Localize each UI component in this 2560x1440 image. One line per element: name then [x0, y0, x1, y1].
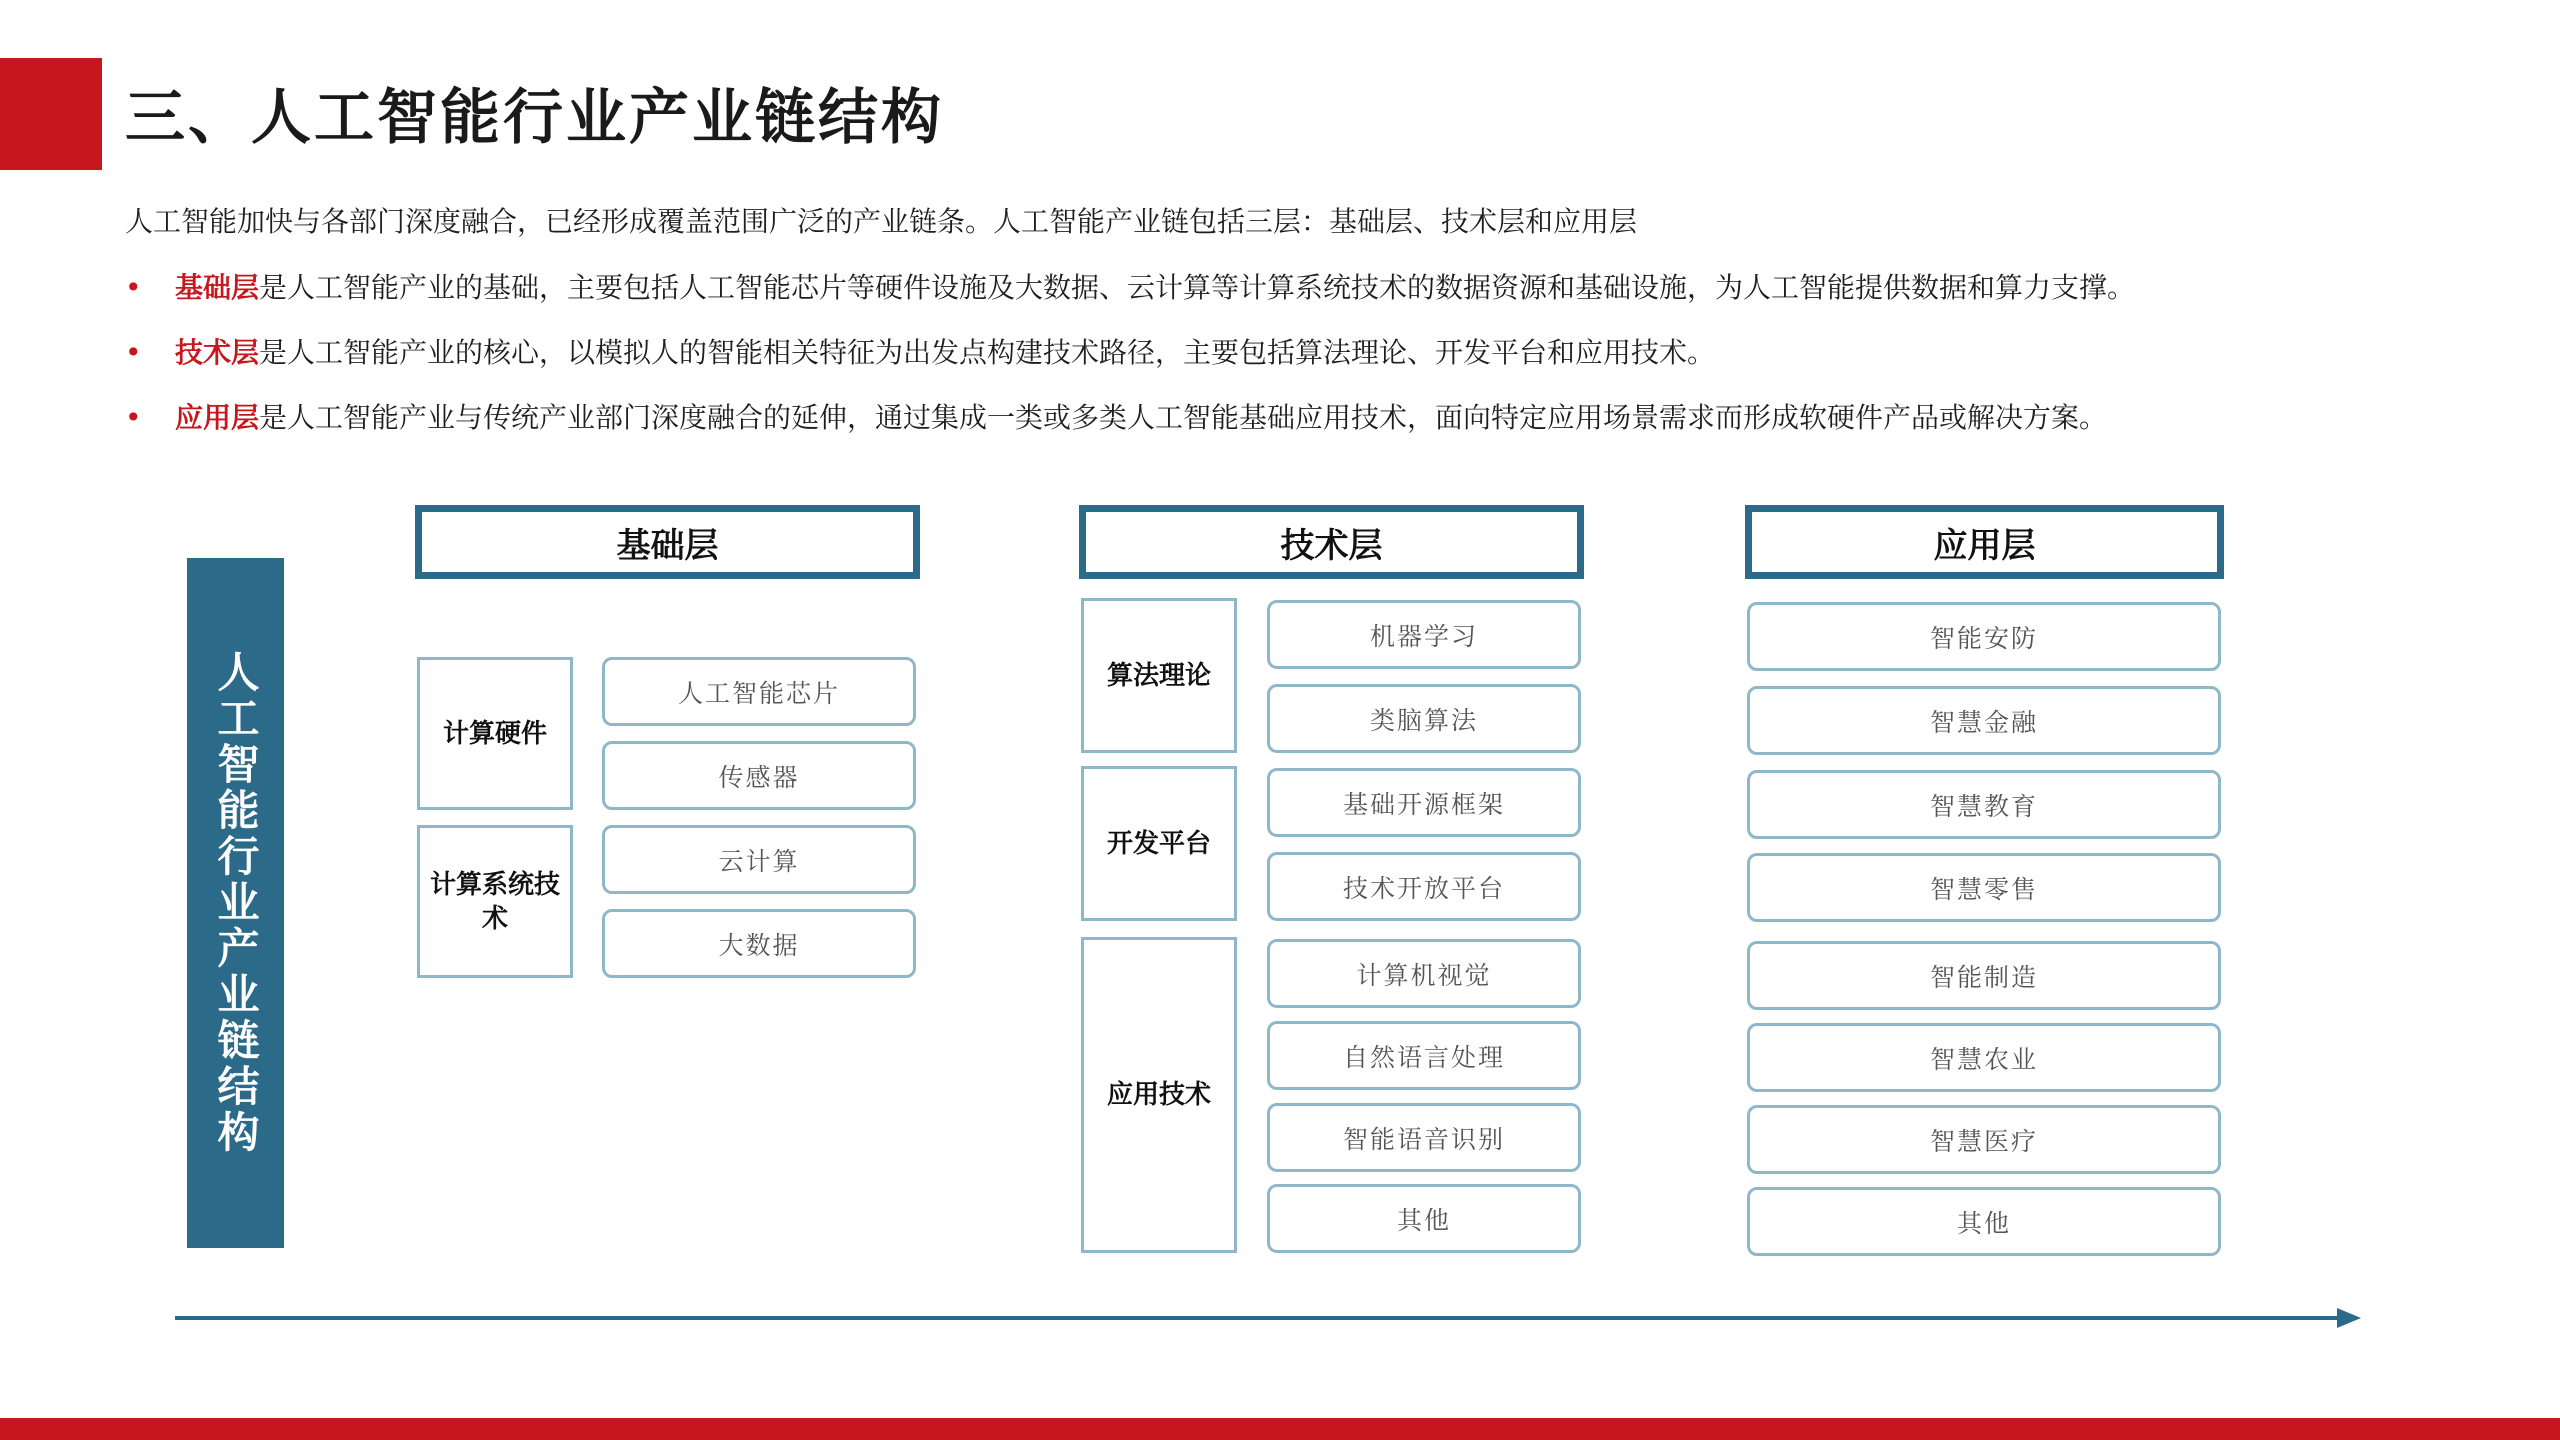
intro-text: 人工智能加快与各部门深度融合，已经形成覆盖范围广泛的产业链条。人工智能产业链包括三层：基础层、技术层和应用层 — [125, 205, 1638, 238]
item-ai-chip: 人工智能芯片 — [602, 657, 916, 726]
item-open-source-framework: 基础开源框架 — [1267, 768, 1581, 837]
item-smart-security: 智能安防 — [1747, 602, 2221, 671]
bullet-application — [125, 398, 2107, 438]
title-accent-block — [0, 58, 102, 170]
layer-header-technology: 技术层 — [1079, 505, 1584, 579]
bullet-text: 是人工智能产业的核心，以模拟人的智能相关特征为出发点构建技术路径，主要包括算法理论、开发平台和应用技术。 — [259, 336, 1716, 369]
item-cloud-computing: 云计算 — [602, 825, 916, 894]
bullet-term: 应用层 — [175, 401, 260, 434]
category-algorithm-theory: 算法理论 — [1081, 598, 1237, 753]
item-smart-education: 智慧教育 — [1747, 770, 2221, 839]
item-smart-finance: 智慧金融 — [1747, 686, 2221, 755]
bullet-marker: • — [125, 336, 142, 369]
item-smart-retail: 智慧零售 — [1747, 853, 2221, 922]
item-brain-inspired-algorithm: 类脑算法 — [1267, 684, 1581, 753]
bullet-technology — [125, 333, 1715, 373]
layer-header-application: 应用层 — [1745, 505, 2224, 579]
item-machine-learning: 机器学习 — [1267, 600, 1581, 669]
page-title: 三、人工智能行业产业链结构 — [125, 83, 944, 153]
bullet-marker: • — [125, 401, 142, 434]
category-dev-platform: 开发平台 — [1081, 766, 1237, 921]
layer-header-foundation: 基础层 — [415, 505, 920, 579]
item-application-other: 其他 — [1747, 1187, 2221, 1256]
item-sensor: 传感器 — [602, 741, 916, 810]
side-label-text: 人工智能行业产业链结构 — [211, 650, 261, 1156]
item-smart-manufacturing: 智能制造 — [1747, 941, 2221, 1010]
bullet-term: 技术层 — [175, 336, 260, 369]
category-compute-hardware: 计算硬件 — [417, 657, 573, 810]
bullet-term: 基础层 — [175, 271, 260, 304]
item-tech-other: 其他 — [1267, 1184, 1581, 1253]
bullet-text: 是人工智能产业的基础，主要包括人工智能芯片等硬件设施及大数据、云计算等计算系统技术的数据资源和基础设施，为人工智能提供数据和算力支撑。 — [259, 271, 2136, 304]
industry-chain-side-label — [187, 558, 284, 1248]
item-smart-healthcare: 智慧医疗 — [1747, 1105, 2221, 1174]
progression-arrow — [175, 1300, 2365, 1340]
item-smart-agriculture: 智慧农业 — [1747, 1023, 2221, 1092]
bullet-text: 是人工智能产业与传统产业部门深度融合的延伸，通过集成一类或多类人工智能基础应用技术，面向特定应用场景需求而形成软硬件产品或解决方案。 — [259, 401, 2108, 434]
bullet-foundation — [125, 268, 2135, 308]
category-compute-system: 计算系统技术 — [417, 825, 573, 978]
item-big-data: 大数据 — [602, 909, 916, 978]
item-speech-recognition: 智能语音识别 — [1267, 1103, 1581, 1172]
bullet-marker: • — [125, 271, 142, 304]
footer-red-bar — [0, 1418, 2560, 1440]
item-computer-vision: 计算机视觉 — [1267, 939, 1581, 1008]
category-applied-tech: 应用技术 — [1081, 937, 1237, 1253]
item-nlp: 自然语言处理 — [1267, 1021, 1581, 1090]
item-tech-open-platform: 技术开放平台 — [1267, 852, 1581, 921]
